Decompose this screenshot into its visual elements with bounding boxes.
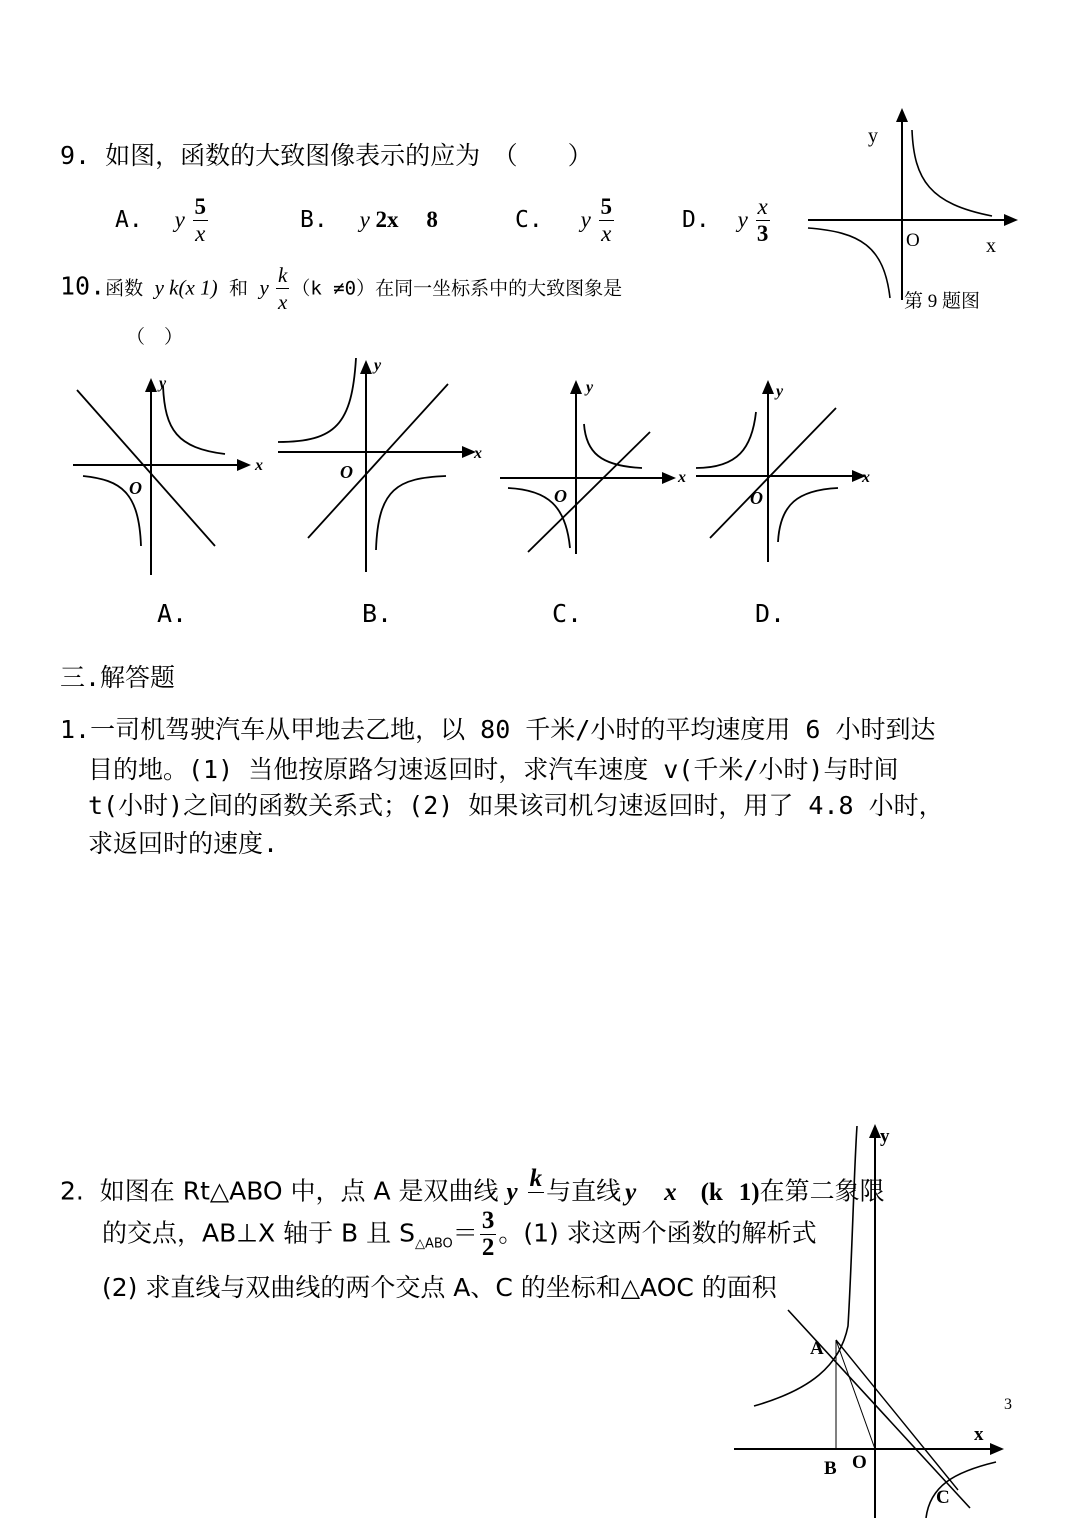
p2-fig-b: B <box>824 1458 837 1479</box>
q9-fig-y: y <box>868 125 878 147</box>
q10-text: 10.函数 y k(x 1) 和 y $\frac{k}{x}$ （k ≠0）在同一坐标系中的大致图象是 <box>60 263 623 314</box>
q10-a-y: y <box>159 375 167 392</box>
problem-1-line-4: 求返回时的速度. <box>88 829 279 858</box>
section-title: 三.解答题 <box>60 663 176 692</box>
problem-2-line-3: (2) 求直线与双曲线的两个交点 A、C 的坐标和△AOC 的面积 <box>102 1273 777 1302</box>
q10-choice-c: C. <box>552 599 583 628</box>
q10-d-o: O <box>750 488 763 508</box>
p2-fig-x: x <box>974 1424 984 1445</box>
problem-1-line-1: 1.一司机驾驶汽车从甲地去乙地，以 80 千米/小时的平均速度用 6 小时到达 <box>60 715 936 744</box>
q9-option-d: D. y $\frac{x}{3}$ <box>682 194 769 246</box>
q9-y-arrow <box>896 108 908 122</box>
page-number: 3 <box>1004 1396 1012 1413</box>
q10-b-x: x <box>474 445 482 462</box>
q10-graph-c <box>498 372 698 557</box>
q10-c-o: O <box>554 486 567 506</box>
p2-fig-c: C <box>936 1487 950 1508</box>
q10-answer-paren: （ ） <box>126 326 184 348</box>
q9-option-a: A. y $\frac{5}{x}$ <box>115 194 207 246</box>
q10-choice-a: A. <box>157 599 188 628</box>
p2-fig-y: y <box>880 1126 890 1147</box>
q9-curve-q1 <box>912 130 992 216</box>
q9-figure <box>800 100 1040 320</box>
q10-b-y: y <box>374 357 382 374</box>
problem-2-line-2: 的交点，AB⊥X 轴于 B 且 $S_{\triangle ABO}=$ $\frac{3}{2}$ 。(1) 求这两个函数的解析式 <box>102 1207 817 1261</box>
problem-2-figure <box>730 1110 1020 1518</box>
q10-graph-a <box>65 370 275 580</box>
problem-1-line-2: 目的地。(1) 当他按原路匀速返回时，求汽车速度 v(千米/小时)与时间 <box>88 755 899 784</box>
q10-graph-b <box>272 350 492 575</box>
q10-a-x: x <box>255 457 263 474</box>
q9-option-c: C. y $\frac{5}{x}$ <box>515 194 613 246</box>
problem-1-line-3: t(小时)之间的函数关系式；(2) 如果该司机匀速返回时，用了 4.8 小时， <box>88 791 944 820</box>
q10-c-x: x <box>678 469 686 486</box>
q9-option-b: B. y 2x 8 <box>300 207 438 233</box>
q10-choice-d: D. <box>755 599 786 628</box>
q9-fig-caption: 第 9 题图 <box>904 291 981 312</box>
q10-graph-d <box>690 372 890 572</box>
q10-c-y: y <box>586 379 594 396</box>
q10-choice-b: B. <box>362 599 393 628</box>
q9-fig-x: x <box>986 235 996 257</box>
q10-d-y: y <box>776 383 784 400</box>
q10-d-x: x <box>862 469 870 486</box>
q9-text: 9. 如图，函数的大致图像表示的应为 （ ） <box>60 141 593 170</box>
q9-curve-q3 <box>808 228 890 298</box>
q9-fig-o: O <box>906 230 920 251</box>
q10-a-o: O <box>129 478 142 498</box>
q10-b-o: O <box>340 462 353 482</box>
p2-fig-a: A <box>810 1338 824 1359</box>
q9-x-arrow <box>1004 214 1018 226</box>
p2-fig-o: O <box>852 1452 867 1473</box>
problem-2-line-1: 2. 如图在 Rt△ABO 中，点 A 是双曲线 y k 与直线 y x (k 1)在第二象限 <box>60 1165 885 1206</box>
